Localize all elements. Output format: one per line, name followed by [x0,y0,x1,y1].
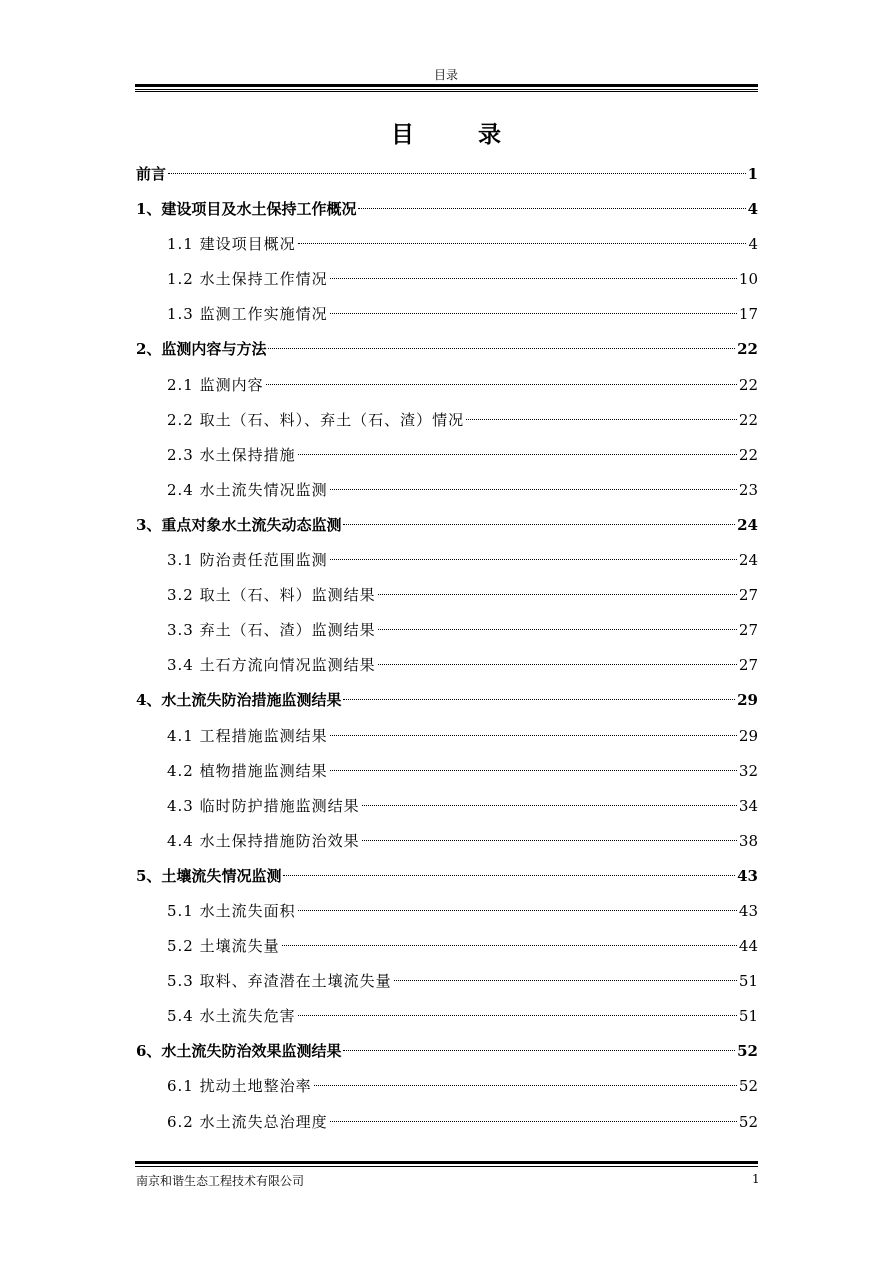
toc-entry-label: 4.1 工程措施监测结果 [167,726,328,745]
toc-section-entry[interactable] [136,894,758,929]
toc-entry-page: 43 [738,901,758,920]
toc-entry-label: 2.4 水土流失情况监测 [167,480,328,499]
toc-entry-page: 4 [747,200,758,219]
toc-dot-leader [283,875,735,876]
toc-dot-leader [330,770,737,771]
toc-entry-page: 24 [738,551,758,570]
footer-page-number: 1 [752,1172,760,1186]
toc-entry-label: 5、土壤流失情况监测 [136,866,282,885]
toc-entry-label: 前言 [136,165,167,183]
header-rule-thin [135,89,758,90]
toc-entry-label: 1.1 建设项目概况 [167,235,296,254]
toc-entry-page: 29 [737,691,758,710]
header-rule-thick [135,84,758,87]
toc-entry-label: 4.4 水土保持措施防治效果 [167,831,360,850]
toc-section-entry[interactable] [136,543,758,578]
toc-entry-page: 44 [738,937,758,956]
toc-dot-leader [330,1121,737,1122]
footer-company: 南京和谐生态工程技术有限公司 [136,1174,305,1188]
toc-dot-leader [343,1050,735,1051]
toc-dot-leader [266,384,737,385]
toc-entry-page: 43 [737,866,758,885]
toc-dot-leader [466,419,737,420]
toc-dot-leader [343,699,735,700]
table-of-contents [136,157,758,1140]
toc-entry-page: 29 [738,726,758,745]
toc-section-entry[interactable] [136,789,758,824]
toc-entry-label: 6.2 水土流失总治理度 [167,1112,328,1131]
toc-entry-label: 1.3 监测工作实施情况 [167,305,328,324]
toc-entry-label: 1.2 水土保持工作情况 [167,270,328,289]
toc-chapter-entry[interactable] [136,157,758,192]
toc-dot-leader [358,208,745,209]
footer-rule-thick [135,1161,758,1164]
toc-entry-label: 4.3 临时防护措施监测结果 [167,796,360,815]
toc-entry-page: 27 [738,586,758,605]
toc-chapter-entry[interactable] [136,683,758,718]
toc-entry-label: 5.4 水土流失危害 [167,1007,296,1026]
toc-entry-label: 3.3 弃土（石、渣）监测结果 [167,621,376,640]
toc-dot-leader [362,840,737,841]
toc-dot-leader [343,524,735,525]
toc-entry-page: 27 [738,621,758,640]
toc-section-entry[interactable] [136,438,758,473]
toc-entry-label: 4.2 植物措施监测结果 [167,761,328,780]
toc-dot-leader [330,489,737,490]
toc-chapter-entry[interactable] [136,1034,758,1069]
header-title: 目录 [433,68,458,82]
toc-dot-leader [298,1015,737,1016]
toc-entry-page: 51 [738,1007,758,1026]
toc-section-entry[interactable] [136,403,758,438]
toc-dot-leader [330,559,737,560]
toc-section-entry[interactable] [136,1069,758,1104]
toc-entry-page: 4 [748,235,758,254]
toc-entry-label: 3.2 取土（石、料）监测结果 [167,586,376,605]
toc-dot-leader [330,313,737,314]
toc-section-entry[interactable] [136,999,758,1034]
toc-dot-leader [330,735,737,736]
toc-entry-page: 52 [737,1042,758,1061]
toc-dot-leader [314,1085,737,1086]
toc-dot-leader [330,278,737,279]
toc-dot-leader [268,348,735,349]
toc-section-entry[interactable] [136,613,758,648]
toc-dot-leader [378,629,737,630]
toc-section-entry[interactable] [136,297,758,332]
toc-section-entry[interactable] [136,473,758,508]
toc-entry-label: 2.3 水土保持措施 [167,445,296,464]
toc-chapter-entry[interactable] [136,859,758,894]
toc-entry-page: 24 [737,515,758,534]
toc-entry-page: 27 [738,656,758,675]
toc-dot-leader [378,664,737,665]
toc-section-entry[interactable] [136,368,758,403]
toc-chapter-entry[interactable] [136,332,758,367]
toc-entry-page: 34 [738,796,758,815]
footer-rule-thin [135,1166,758,1167]
toc-section-entry[interactable] [136,648,758,683]
toc-entry-label: 6、水土流失防治效果监测结果 [136,1042,342,1061]
toc-dot-leader [168,173,746,174]
toc-entry-page: 1 [747,165,758,183]
toc-entry-label: 2.1 监测内容 [167,375,264,394]
toc-entry-label: 5.2 土壤流失量 [167,937,280,956]
toc-entry-label: 1、建设项目及水土保持工作概况 [136,200,357,219]
toc-entry-page: 23 [738,480,758,499]
toc-section-entry[interactable] [136,964,758,999]
toc-entry-label: 3.4 土石方流向情况监测结果 [167,656,376,675]
toc-entry-label: 6.1 扰动土地整治率 [167,1077,312,1096]
toc-dot-leader [362,805,737,806]
toc-entry-page: 32 [738,761,758,780]
toc-section-entry[interactable] [136,824,758,859]
toc-entry-label: 3.1 防治责任范围监测 [167,551,328,570]
toc-entry-page: 22 [738,375,758,394]
toc-entry-page: 22 [738,445,758,464]
toc-entry-label: 3、重点对象水土流失动态监测 [136,515,342,534]
toc-entry-page: 22 [738,410,758,429]
toc-entry-page: 52 [738,1112,758,1131]
document-title: 目 录 [390,121,529,148]
toc-section-entry[interactable] [136,262,758,297]
toc-section-entry[interactable] [136,227,758,262]
toc-entry-page: 51 [738,972,758,991]
toc-section-entry[interactable] [136,578,758,613]
toc-dot-leader [394,980,737,981]
toc-dot-leader [298,910,737,911]
toc-entry-label: 2、监测内容与方法 [136,340,267,359]
toc-dot-leader [282,945,737,946]
toc-dot-leader [298,243,747,244]
toc-entry-page: 10 [738,270,758,289]
toc-section-entry[interactable] [136,929,758,964]
toc-entry-page: 52 [738,1077,758,1096]
toc-entry-page: 22 [737,340,758,359]
toc-dot-leader [378,594,737,595]
toc-entry-label: 4、水土流失防治措施监测结果 [136,691,342,710]
toc-chapter-entry[interactable] [136,508,758,543]
toc-entry-label: 2.2 取土（石、料）、弃土（石、渣）情况 [167,410,465,429]
toc-entry-label: 5.3 取料、弃渣潜在土壤流失量 [167,972,392,991]
toc-section-entry[interactable] [136,719,758,754]
toc-dot-leader [298,454,737,455]
toc-entry-page: 38 [738,831,758,850]
toc-section-entry[interactable] [136,1105,758,1140]
toc-section-entry[interactable] [136,754,758,789]
header-rule-third [135,91,758,92]
toc-chapter-entry[interactable] [136,192,758,227]
toc-entry-page: 17 [738,305,758,324]
toc-entry-label: 5.1 水土流失面积 [167,901,296,920]
